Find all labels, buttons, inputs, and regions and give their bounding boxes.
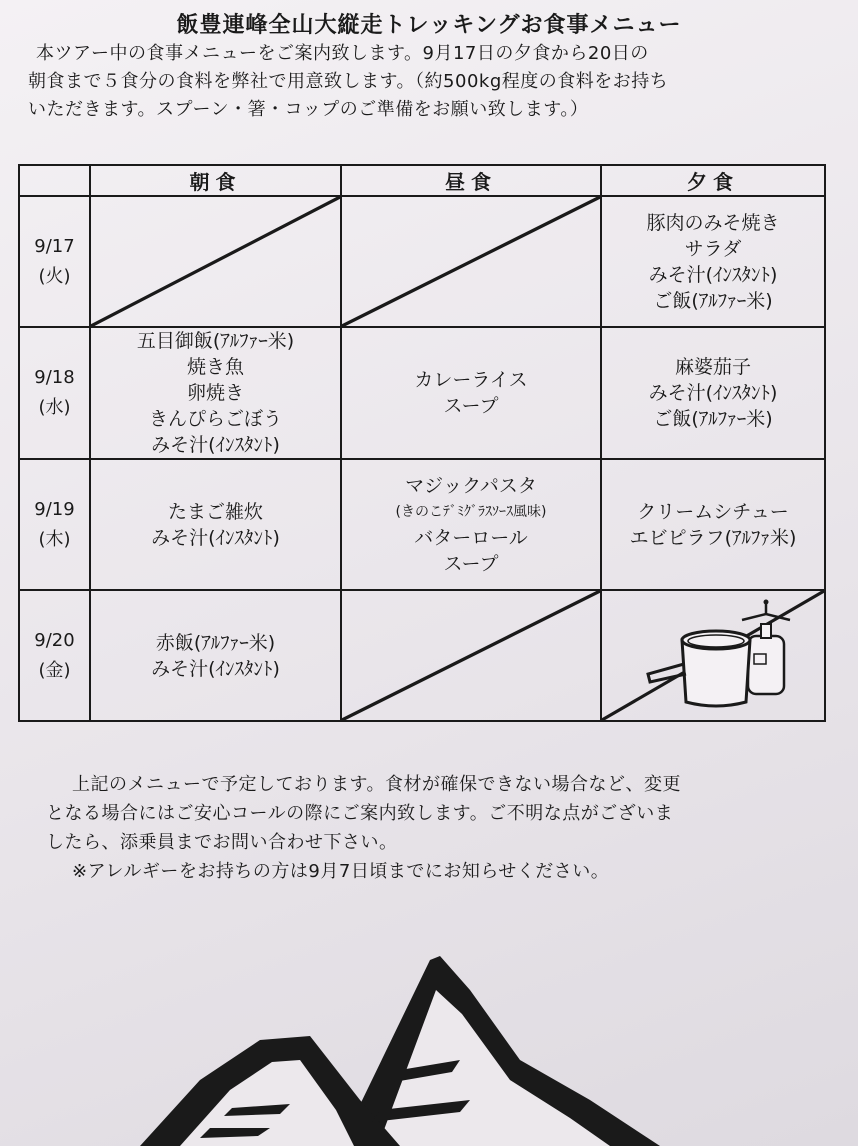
lunch-cell <box>341 459 601 590</box>
notes-line-1: 上記のメニューで予定しております。食材が確保できない場合など、変更 <box>72 774 682 795</box>
meal-menu-table <box>18 164 826 722</box>
lunch-cell-empty <box>341 196 601 327</box>
header-date <box>19 165 90 196</box>
menu-item: 豚肉のみそ焼き <box>646 211 780 234</box>
date: 9/19 <box>34 498 75 520</box>
notes-text <box>46 770 806 886</box>
menu-item: みそ汁(ｲﾝｽﾀﾝﾄ) <box>151 526 280 549</box>
menu-item: ご飯(ｱﾙﾌｧｰ米) <box>653 408 773 430</box>
menu-item-note: (きのこﾃﾞﾐｸﾞﾗｽｿｰｽ風味) <box>395 503 547 520</box>
breakfast-cell <box>90 327 341 459</box>
menu-item: スープ <box>443 395 499 417</box>
breakfast-cell-empty <box>90 196 341 327</box>
diagonal-line <box>342 591 600 720</box>
menu-item: みそ汁(ｲﾝｽﾀﾝﾄ) <box>151 434 280 456</box>
menu-item: スープ <box>443 552 499 575</box>
date-cell <box>19 196 90 327</box>
date-cell <box>19 590 90 721</box>
menu-item: エビピラフ(ｱﾙﾌｧ米) <box>629 526 797 549</box>
lunch-cell-empty <box>341 590 601 721</box>
menu-item: きんぴらごぼう <box>148 408 282 430</box>
diagonal-line <box>91 197 340 326</box>
diagonal-line <box>342 197 600 326</box>
page-title: 飯豊連峰全山大縦走トレッキングお食事メニュー <box>176 13 682 38</box>
dinner-cell <box>601 196 825 327</box>
table-row <box>19 196 825 327</box>
intro-line-2: 朝食まで５食分の食料を弊社で用意致します。（約500kg程度の食料をお持ち <box>28 71 669 92</box>
menu-item: ご飯(ｱﾙﾌｧｰ米) <box>653 289 773 312</box>
header-breakfast: 朝食 <box>90 165 341 196</box>
menu-item: バターロール <box>414 526 528 549</box>
header-dinner: 夕食 <box>601 165 825 196</box>
dinner-cell <box>601 327 825 459</box>
table-row <box>19 459 825 590</box>
menu-item: たまご雑炊 <box>167 500 263 523</box>
menu-item: 卵焼き <box>186 382 244 404</box>
intro-line-1: 本ツアー中の食事メニューをご案内致します。9月17日の夕食から20日の <box>36 43 649 64</box>
notes-line-2: となる場合にはご安心コールの際にご案内致します。ご不明な点がございま <box>46 803 674 824</box>
weekday: (木) <box>38 528 71 550</box>
menu-item: みそ汁(ｲﾝｽﾀﾝﾄ) <box>151 657 280 680</box>
date-cell <box>19 459 90 590</box>
date-cell <box>19 327 90 459</box>
allergy-note: ※アレルギーをお持ちの方は9月7日頃までにお知らせください。 <box>72 861 610 882</box>
menu-item: 五目御飯(ｱﾙﾌｧｰ米) <box>136 330 295 352</box>
header-row <box>19 165 825 196</box>
menu-item: 麻婆茄子 <box>674 356 751 378</box>
menu-item: 赤飯(ｱﾙﾌｧｰ米) <box>155 631 276 654</box>
weekday: (火) <box>38 265 71 287</box>
weekday: (水) <box>38 397 71 418</box>
dinner-cell-empty <box>601 590 825 721</box>
menu-item: 焼き魚 <box>186 356 244 378</box>
table-row <box>19 327 825 459</box>
mountain-icon <box>140 950 680 1146</box>
menu-item: みそ汁(ｲﾝｽﾀﾝﾄ) <box>648 382 778 404</box>
date: 9/17 <box>34 235 75 257</box>
menu-item: クリームシチュー <box>637 500 789 523</box>
weekday: (金) <box>38 659 71 681</box>
cooking-pot-stove-icon <box>630 594 810 714</box>
menu-item: サラダ <box>684 237 742 260</box>
menu-item: みそ汁(ｲﾝｽﾀﾝﾄ) <box>648 263 778 286</box>
date: 9/18 <box>34 367 75 388</box>
lunch-cell <box>341 327 601 459</box>
menu-item: カレーライス <box>414 369 528 391</box>
breakfast-cell <box>90 590 341 721</box>
date: 9/20 <box>34 629 75 651</box>
intro-line-3: いただきます。スプーン・箸・コップのご準備をお願い致します。） <box>28 99 589 120</box>
notes-line-3: したら、添乗員までお問い合わせ下さい。 <box>46 832 398 853</box>
table-row <box>19 590 825 721</box>
dinner-cell <box>601 459 825 590</box>
menu-item: マジックパスタ <box>405 474 537 497</box>
header-lunch: 昼食 <box>341 165 601 196</box>
intro-text <box>28 40 828 124</box>
breakfast-cell <box>90 459 341 590</box>
